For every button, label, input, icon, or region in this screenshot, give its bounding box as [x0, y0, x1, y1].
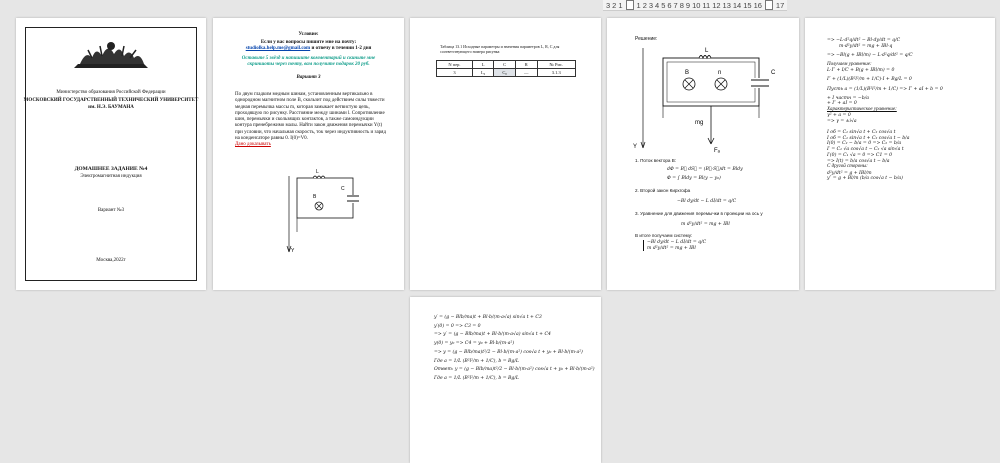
derivation-line: I″ + (1/L)(B²l²/m + 1/C)·I + Bg/L = 0 — [827, 77, 912, 83]
email-link[interactable]: studiolka.help.me@gmail.com — [245, 46, 311, 52]
gravity-label: mg — [695, 120, 704, 126]
table-header-cell: № Рис. — [537, 61, 575, 69]
ruler-tick: 16 — [753, 0, 762, 10]
answer-line: Где a = 1/L (B²l²/m + 1/C), b = Bg/L — [434, 376, 519, 382]
ruler-tick: 14 — [732, 0, 742, 10]
derivation-line: Характеристическое уравнение: — [827, 107, 897, 113]
ruler-tick: 2 — [612, 0, 617, 10]
step-2: 2. Второй закон Кирхгофа — [635, 188, 691, 193]
parameters-table — [436, 60, 576, 77]
body-line: По двум гладким медным шинам, установленным вертикально в — [235, 92, 373, 97]
field-b-label: B — [685, 70, 690, 76]
normal-n-label: n — [718, 70, 722, 76]
table-cell: 3.1.3 — [537, 69, 575, 77]
capacitor-label: C — [771, 70, 776, 76]
page-derivation[interactable] — [805, 18, 995, 290]
problem-body — [235, 92, 390, 148]
answer-line: y′ = (g − Blb/ma)t + Bl·b/(m·a√a) sin√a t + C3 — [434, 315, 542, 320]
table-header-cell: R — [515, 61, 537, 69]
answer-block — [434, 315, 595, 382]
page-title-sheet[interactable] — [16, 18, 206, 290]
formula-motion: m d²y/dt² = mg + IBl — [681, 222, 730, 227]
svg-text:Y: Y — [291, 248, 295, 254]
ruler-tick: 3 — [606, 0, 611, 10]
table-caption: Таблица 13.1 Исходные параметры и значения параметров L, R, C для соответствующего номера рисунка — [440, 44, 560, 54]
ruler-tick: 1 — [636, 0, 641, 10]
ministry-line: Министерство образования Российской Федерации — [56, 90, 166, 95]
table-cell: 3 — [437, 69, 473, 77]
axis-y-label: Y — [633, 144, 638, 150]
step-1: 1. Поток вектора B: — [635, 158, 677, 163]
contact-text: Если у вас вопросы пишите мне на почту: — [260, 40, 357, 45]
derivation-line: I(0) = C₂ − b/a = 0 => C₂ = b/a — [827, 141, 902, 147]
ruler-tick: 7 — [673, 0, 678, 10]
result-text: В итоге получаем систему: — [635, 233, 693, 238]
contact-tail: и отвечу в течении 1-2 дня — [311, 46, 372, 52]
page-solution[interactable] — [607, 18, 799, 290]
page-condition[interactable] — [213, 18, 404, 290]
system-equation-2: m d²y/dt² = mg + IBl — [647, 245, 696, 251]
derivation-line: => I(t) = b/a cos√a t − b/a — [827, 158, 890, 164]
derivation-line: I об = C₁ sin√a t + C₂ cos√a t − b/a — [827, 135, 910, 141]
body-line: контура пренебрежимо малы. Найти закон движения перемычки Y(t) — [235, 123, 383, 129]
document-subject: Электромагнитная индукция — [80, 174, 142, 179]
solution-heading: Решение: — [635, 36, 658, 42]
prove-link[interactable]: Дано доказывать — [235, 142, 271, 147]
variant-label: Вариант 3 — [296, 75, 321, 80]
ruler-right-margin-marker[interactable] — [765, 0, 773, 10]
page-ruler — [603, 0, 787, 11]
svg-text:L: L — [316, 169, 319, 175]
equation-system — [643, 240, 706, 251]
ruler-tick: 8 — [679, 0, 684, 10]
promo-text: Оставьте 5 звёзд и напишите комментарий и скиньте мне скриншоты через почту, вам получите подарок 20 руб. — [241, 56, 376, 68]
derivation-line: => −L·d²q/dt² − Bl·dy/dt = q/C — [827, 38, 901, 43]
derivation-line: d²y/dt² = g + IBl/m — [827, 170, 872, 176]
table-header-row — [437, 61, 576, 69]
derivation-block — [827, 38, 989, 182]
derivation-line: I′ = C₁ √a cos√a t − C₂ √a sin√a t — [827, 147, 904, 153]
formula-kirchhoff: −Bl dy/dt − L dI/dt = q/C — [677, 199, 737, 204]
body-line: однородном магнитном поле В, скользит под действием силы тяжести — [235, 98, 385, 104]
derivation-line: y″ = g + Bl/m (b/a cos√a t − b/a) — [827, 176, 903, 182]
condition-heading: Условие: — [298, 32, 319, 37]
ruler-tick: 3 — [648, 0, 654, 10]
body-line: проходящую по рисунку. Расстояние между шинами l. Сопротивление — [235, 110, 385, 116]
ruler-tick: 10 — [692, 0, 701, 10]
svg-text:C: C — [341, 186, 345, 192]
ruler-tick: 4 — [655, 0, 660, 10]
table-header-cell: C — [494, 61, 516, 69]
formula-flux-1: dΦ = B⃗ dS⃗ = (B⃗·S⃗)dt = Bldy — [667, 167, 743, 172]
university-line: МОСКОВСКИЙ ГОСУДАРСТВЕННЫЙ ТЕХНИЧЕСКИЙ УНИВЕРСИТЕТ — [23, 98, 199, 103]
ruler-tick: 1 — [618, 0, 623, 10]
ruler-indent-marker[interactable] — [626, 0, 634, 10]
body-line: при условии, что начальная скорость, ток через индуктивность и заряд — [235, 129, 387, 135]
table-row — [437, 69, 576, 77]
university-emblem-icon — [72, 40, 150, 70]
derivation-line: m·d²y/dt² = mg + IBl·q — [839, 43, 893, 49]
derivation-line: => −Bl(g + IBl/m) − L·d²q/dt² = q/C — [827, 53, 913, 59]
ruler-tick: 6 — [667, 0, 672, 10]
svg-text:B: B — [313, 194, 317, 200]
derivation-line: I об = C₁ sin√a t + C₂ cos√a t — [827, 129, 896, 135]
answer-line: y′(0) = 0 => C3 = 0 — [434, 323, 481, 329]
document-title: ДОМАШНЕЕ ЗАДАНИЕ №4 — [74, 166, 148, 172]
document-variant: Вариант №3 — [97, 208, 125, 213]
page-answer[interactable] — [410, 297, 601, 463]
body-line: медная перемычка массы m, которая замыкает ветвистую цепь, — [235, 104, 370, 110]
table-cell: L₀ — [472, 69, 493, 77]
derivation-line: => γ = ±i√a — [827, 119, 857, 125]
derivation-line: L·I″ + I/C + B(g + IBl/m) = 0 — [827, 68, 895, 74]
final-answer-line: Ответ: y = (g − Blb/ma)t²/2 − Bl·b/(m·a²) cos√a t + y₀ + Bl·b/(m·a²) — [434, 367, 595, 373]
table-cell: C₀ — [494, 69, 516, 77]
university-name-line: им. Н.Э. БАУМАНА — [88, 105, 134, 110]
derivation-line: + I″ + aI = 0 — [827, 101, 857, 107]
contact-paragraph — [235, 40, 382, 53]
inductor-coil-icon — [699, 56, 711, 59]
formula-flux-2: Φ = ∫ Bldy = Bl(y − y₀) — [667, 176, 721, 181]
ruler-tick: 13 — [722, 0, 731, 10]
ruler-tick: 12 — [712, 0, 721, 10]
answer-line: y(0) = y₀ => C4 = y₀ + Bl·b/(m·a²) — [434, 341, 515, 347]
circuit-diagram — [283, 168, 363, 256]
ruler-tick: 2 — [642, 0, 647, 10]
step-3: 3. Уравнение для движения перемычки в проекции на ось y — [635, 211, 763, 216]
ruler-tick: 5 — [661, 0, 666, 10]
table-cell: — — [515, 69, 537, 77]
document-footer: Москва,2022г — [96, 258, 126, 263]
body-line: шин, перемычки и скользящих контактов, а также самоиндукции — [235, 117, 374, 122]
derivation-line: + I частн = −b/a — [827, 95, 869, 101]
page-parameters-table[interactable] — [410, 18, 601, 290]
system-equation-1: −Bl dy/dt − L dI/dt = q/C — [647, 240, 707, 245]
derivation-line: С другой стороны: — [827, 164, 868, 170]
ruler-tick: 15 — [743, 0, 752, 10]
body-line: на конденсаторе равны 0. I(0)=V0. — [235, 135, 308, 141]
solution-circuit-diagram — [631, 44, 781, 156]
derivation-line: Получаем уравнение: — [827, 62, 872, 68]
answer-line: => y = (g − Blb/ma)t²/2 − Bl·b/(m·a²) cos√a t + y₀ + Bl·b/(m·a²) — [434, 349, 583, 355]
answer-line: => y′ = (g − Blb/ma)t + Bl·b/(m·a√a) sin√a t + C4 — [434, 332, 551, 338]
ruler-tick: 9 — [685, 0, 691, 10]
inductor-label: L — [705, 48, 709, 54]
ampere-force-label: Fₐ — [714, 148, 720, 154]
inductor-coil-icon — [313, 176, 325, 178]
answer-line: Где a = 1/L (B²l²/m + 1/C), b = Bg/L — [434, 358, 519, 364]
table-header-cell: L — [472, 61, 493, 69]
derivation-line: γ² + a = 0 — [827, 113, 851, 119]
derivation-line: I′(0) = C₁ √a = 0 => C1 = 0 — [827, 152, 893, 158]
ruler-tick: 11 — [702, 0, 711, 10]
derivation-line: Пусть a = (1/L)(B²l²/m + 1/C) => I″ + aI + b = 0 — [827, 86, 943, 92]
table-header-cell: N пер. — [437, 61, 473, 69]
ruler-tick: 17 — [775, 0, 785, 10]
